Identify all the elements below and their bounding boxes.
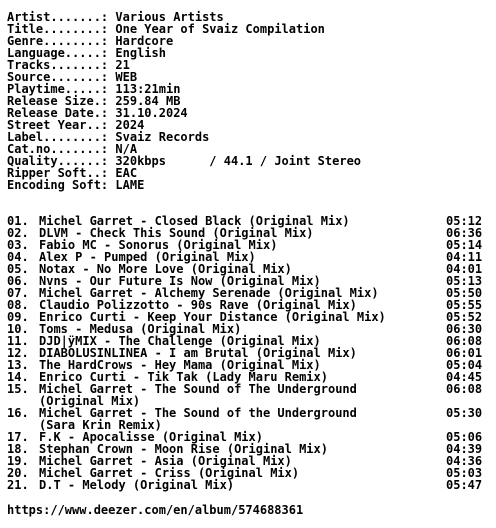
info-value: N/A <box>115 142 138 156</box>
track-row <box>7 407 491 431</box>
track-duration: 04:01 <box>446 262 483 276</box>
track-title: DIABOLUSINLINEA - I am Brutal (Original Mix) <box>39 346 357 360</box>
info-label: Playtime.....: <box>7 82 109 96</box>
info-encoding-soft <box>7 179 491 191</box>
track-number: 10. <box>7 322 29 336</box>
info-label: Release Size.: <box>7 94 109 108</box>
track-duration: 04:39 <box>446 442 483 456</box>
track-number: 02. <box>7 226 29 240</box>
info-label: Genre........: <box>7 34 109 48</box>
info-label: Ripper Soft..: <box>7 166 109 180</box>
track-duration: 05:50 <box>446 286 483 300</box>
track-title: Notax - No More Love (Original Mix) <box>39 262 292 276</box>
info-value: EAC <box>115 166 138 180</box>
track-title: The HardCrows - Hey Mama (Original Mix) <box>39 358 321 372</box>
info-label: Release Date.: <box>7 106 109 120</box>
info-value: Hardcore <box>115 34 174 48</box>
track-duration: 06:36 <box>446 226 483 240</box>
track-number: 18. <box>7 442 29 456</box>
track-title: Michel Garret - Criss (Original Mix) <box>39 466 300 480</box>
info-label: Source.......: <box>7 70 109 84</box>
track-number: 07. <box>7 286 29 300</box>
info-label: Label........: <box>7 130 109 144</box>
info-label: Artist.......: <box>7 10 109 24</box>
track-duration: 06:01 <box>446 346 483 360</box>
track-title: DJD|ÿMIX - The Challenge (Original Mix) <box>39 334 321 348</box>
info-value: WEB <box>115 70 138 84</box>
info-label: Cat.no.......: <box>7 142 109 156</box>
track-duration: 05:52 <box>446 310 483 324</box>
info-label: Encoding Soft: <box>7 178 109 192</box>
track-title: Michel Garret - Alchemy Serenade (Original Mix) <box>39 286 379 300</box>
track-number: 14. <box>7 370 29 384</box>
track-title: Stephan Crown - Moon Rise (Original Mix) <box>39 442 328 456</box>
track-title: Enrico Curti - Tik Tak (Lady Maru Remix) <box>39 370 328 384</box>
track-duration: 04:45 <box>446 370 483 384</box>
info-value: Various Artists <box>115 10 224 24</box>
release-info <box>7 11 491 191</box>
track-duration: 05:12 <box>446 214 483 228</box>
info-value: LAME <box>115 178 145 192</box>
info-label: Tracks.......: <box>7 58 109 72</box>
track-number: 21. <box>7 478 29 492</box>
info-value: 320kbps / 44.1 / Joint Stereo <box>115 154 362 168</box>
track-title: F.K - Apocalisse (Original Mix) <box>39 430 263 444</box>
info-value: 31.10.2024 <box>115 106 188 120</box>
info-label: Title........: <box>7 22 109 36</box>
track-duration: 06:08 <box>446 334 483 348</box>
track-number: 20. <box>7 466 29 480</box>
track-duration: 05:13 <box>446 274 483 288</box>
track-number: 15. <box>7 382 29 396</box>
info-value: English <box>115 46 166 60</box>
track-title: Michel Garret - The Sound of The Underground <box>39 382 357 396</box>
track-title: Alex P - Pumped (Original Mix) <box>39 250 256 264</box>
track-title: Fabio MC - Sonorus (Original Mix) <box>39 238 278 252</box>
track-title: Michel Garret - Asia (Original Mix) <box>39 454 292 468</box>
track-duration: 06:08 <box>446 382 483 396</box>
track-number: 01. <box>7 214 29 228</box>
track-duration: 05:30 <box>446 406 483 420</box>
track-title: Nvns - Our Future Is Now (Original Mix) <box>39 274 321 288</box>
track-title: Toms - Medusa (Original Mix) <box>39 322 242 336</box>
track-number: 06. <box>7 274 29 288</box>
track-duration: 05:03 <box>446 466 483 480</box>
track-number: 03. <box>7 238 29 252</box>
info-label: Language.....: <box>7 46 109 60</box>
info-value: 21 <box>115 58 130 72</box>
track-number: 12. <box>7 346 29 360</box>
track-number: 05. <box>7 262 29 276</box>
info-value: 113:21min <box>115 82 181 96</box>
info-value: 259.84 MB <box>115 94 181 108</box>
track-duration: 05:06 <box>446 430 483 444</box>
track-title: Claudio Polizzotto - 90s Rave (Original Mix) <box>39 298 357 312</box>
track-number: 16. <box>7 406 29 420</box>
track-duration: 04:36 <box>446 454 483 468</box>
track-duration: 05:47 <box>446 478 483 492</box>
info-value: Svaiz Records <box>115 130 210 144</box>
nfo-document <box>7 11 491 516</box>
info-label: Quality......: <box>7 154 109 168</box>
track-number: 04. <box>7 250 29 264</box>
track-number: 09. <box>7 310 29 324</box>
track-duration: 05:04 <box>446 358 483 372</box>
info-value: 2024 <box>115 118 145 132</box>
track-number: 13. <box>7 358 29 372</box>
info-label: Street Year..: <box>7 118 109 132</box>
track-title: Michel Garret - The Sound of the Underground <box>39 406 357 420</box>
track-duration: 04:11 <box>446 250 483 264</box>
track-number: 08. <box>7 298 29 312</box>
track-number: 19. <box>7 454 29 468</box>
track-duration: 05:14 <box>446 238 483 252</box>
track-row <box>7 479 491 491</box>
track-title: Enrico Curti - Keep Your Distance (Original Mix) <box>39 310 386 324</box>
track-title-continued: (Original Mix) <box>39 394 141 408</box>
tracklist <box>7 215 491 491</box>
track-duration: 05:55 <box>446 298 483 312</box>
track-duration: 06:30 <box>446 322 483 336</box>
track-row <box>7 383 491 407</box>
info-value: One Year of Svaiz Compilation <box>115 22 325 36</box>
spacer <box>7 191 491 215</box>
track-number: 11. <box>7 334 29 348</box>
track-title-continued: (Sara Krin Remix) <box>39 418 162 432</box>
album-link[interactable]: https://www.deezer.com/en/album/574688361 <box>7 503 304 517</box>
track-title: Michel Garret - Closed Black (Original Mix) <box>39 214 350 228</box>
track-title: D.T - Melody (Original Mix) <box>39 478 235 492</box>
track-title: DLVM - Check This Sound (Original Mix) <box>39 226 314 240</box>
track-number: 17. <box>7 430 29 444</box>
